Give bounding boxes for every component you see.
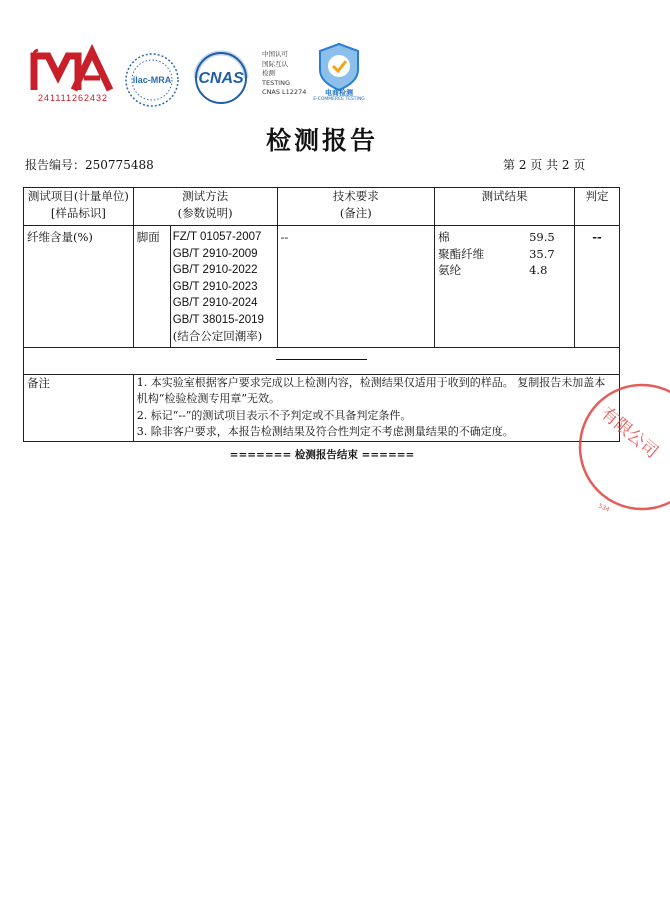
method-standard: GB/T 2910-2024: [172, 297, 258, 309]
result-line: [438, 262, 571, 279]
cell-method: [133, 226, 277, 348]
report-number-label: 报告编号：: [25, 158, 86, 172]
cell-requirement: --: [277, 226, 435, 348]
fiber-value: 4.8: [529, 263, 548, 277]
cell-item: 纤维含量(%): [24, 226, 134, 348]
separator-row: [24, 347, 620, 374]
ecommerce-label-cn: 电商检测: [325, 89, 353, 97]
header-text: (参数说明): [177, 205, 233, 220]
cma-number: 241111262432: [37, 93, 109, 103]
cnas-line: CNAS L12274: [262, 88, 307, 97]
cnas-accreditation-text: [262, 50, 306, 98]
cnas-line: 检测: [262, 69, 275, 78]
header-test-item: [24, 188, 134, 226]
result-line: [438, 246, 571, 263]
header-text: [样品标识]: [50, 205, 106, 220]
fiber-name: 氨纶: [438, 263, 462, 277]
header-test-method: [133, 188, 277, 226]
stamp-number: 534: [597, 502, 611, 514]
method-standard: FZ/T 01057-2007: [172, 231, 262, 243]
separator-cell: [24, 347, 620, 374]
result-line: [438, 229, 571, 246]
method-standard: GB/T 2910-2009: [172, 247, 258, 260]
remark-item: 1. 本实验室根据客户要求完成以上检测内容，检测结果仅适用于收到的样品。 复制报告未加盖本机构“检验检测专用章”无效。: [136, 375, 606, 405]
cnas-logo: [187, 52, 255, 104]
fiber-value: 35.7: [529, 246, 555, 261]
header-requirement: [277, 188, 435, 226]
fiber-name: 棉: [438, 230, 450, 244]
header-text: (备注): [339, 205, 372, 220]
table-header-row: [24, 188, 620, 226]
fiber-value: 59.5: [529, 230, 555, 244]
report-end-marker: ======= 检测报告结束 ======: [229, 449, 415, 461]
remarks-row: [24, 374, 620, 441]
page-number: 第 2 页 共 2 页: [503, 158, 586, 172]
header-text: 测试项目(计量单位): [27, 189, 129, 203]
svg-text:CNAS: CNAS: [198, 70, 244, 87]
stamp-text: 有限公司: [596, 403, 662, 463]
svg-text:ilac-MRA: ilac-MRA: [132, 75, 172, 85]
header-judgment: 判定: [575, 188, 620, 226]
remarks-content: [133, 374, 619, 441]
cell-judgment: --: [575, 226, 620, 348]
cnas-line: TESTING: [262, 78, 290, 87]
separator-line: [276, 359, 367, 360]
header-text: 技术要求: [332, 189, 379, 203]
company-seal-stamp: [560, 385, 670, 525]
method-note: (结合公定回潮率): [172, 329, 263, 343]
remarks-label: 备注: [24, 374, 134, 441]
report-number: [25, 156, 154, 173]
cnas-line: 国际互认: [262, 59, 288, 68]
method-list: [170, 226, 277, 347]
method-standard: GB/T 2910-2022: [172, 264, 258, 276]
header-result: 测试结果: [435, 188, 575, 226]
fiber-name: 聚酯纤维: [438, 246, 485, 261]
remark-item: 2. 标记“--”的测试项目表示不予判定或不具备判定条件。: [136, 408, 412, 422]
ilac-mra-logo: [124, 52, 180, 108]
method-standard: GB/T 2910-2023: [172, 280, 258, 293]
header-text: 测试方法: [182, 189, 229, 203]
table-row: [24, 226, 620, 348]
method-standard: GB/T 38015-2019: [172, 313, 264, 326]
part-label: 脚面: [136, 230, 160, 244]
report-title: 检测报告: [265, 126, 378, 155]
report-number-value: 250775488: [85, 158, 154, 172]
cell-results: [435, 226, 575, 348]
remark-item: 3. 除非客户要求，本报告检测结果及符合性判定不考虑测量结果的不确定度。: [136, 425, 514, 438]
results-table: [23, 187, 620, 442]
ecommerce-label-en: E-COMMERCE TESTING: [313, 97, 365, 102]
cnas-line: 中国认可: [262, 50, 288, 58]
